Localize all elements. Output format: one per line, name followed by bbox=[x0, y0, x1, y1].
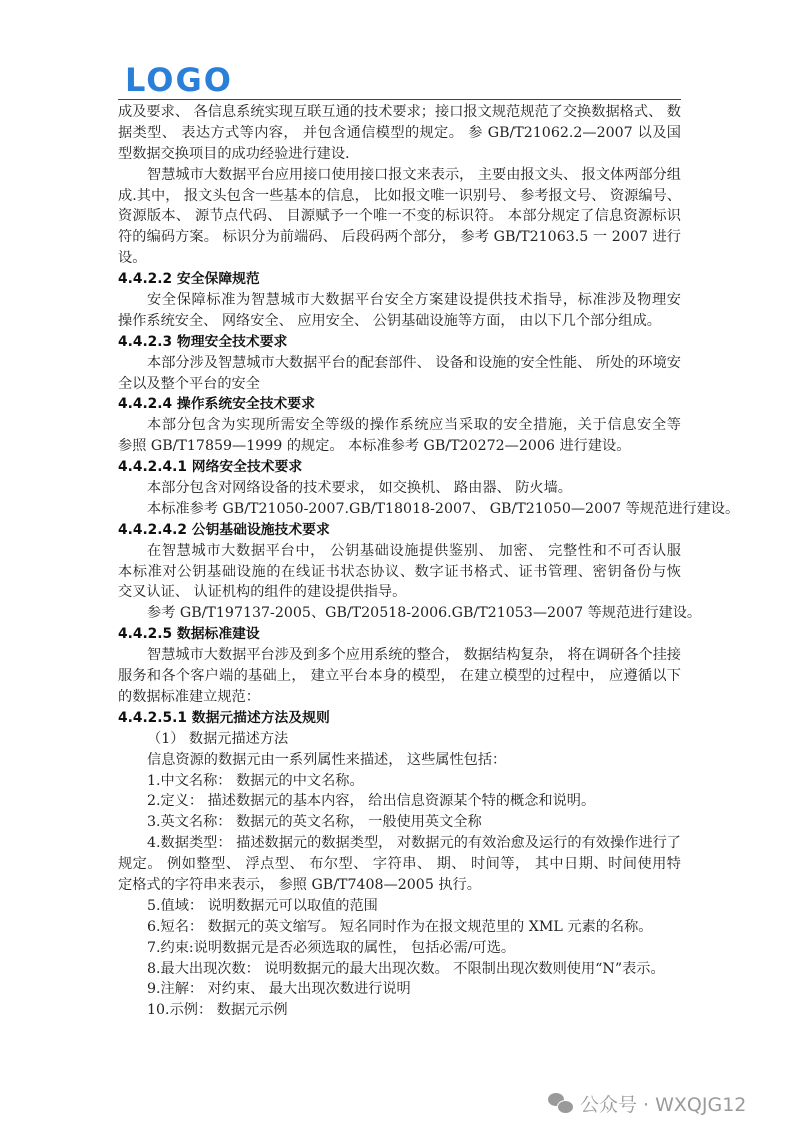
paragraph bbox=[118, 979, 681, 1000]
paragraph bbox=[118, 1000, 681, 1021]
paragraph bbox=[118, 102, 681, 165]
text-line: 信息资源的数据元由一系列属性来描述， 这些属性包括： bbox=[147, 751, 507, 768]
paragraph bbox=[118, 917, 681, 938]
paragraph bbox=[118, 812, 681, 833]
text-line: 4.4.2.5.1 数据元描述方法及规则 bbox=[118, 709, 330, 726]
text-line: 2.定义： 描述数据元的基本内容， 给出信息资源某个特的概念和说明。 bbox=[147, 793, 596, 810]
text-line: 安全保障标准为智慧城市大数据平台安全方案建设提供技术指导，标准涉及物理安 bbox=[147, 292, 681, 309]
paragraph bbox=[118, 165, 681, 269]
paragraph bbox=[118, 415, 681, 457]
text-line: 本标准对公钥基础设施的在线证书状态协议、数字证书格式、证书管理、密钥备份与恢 bbox=[118, 563, 681, 580]
paragraph bbox=[118, 938, 681, 959]
text-line: 6.短名： 数据元的英文缩写。 短名同时作为在报文规范里的 XML 元素的名称。 bbox=[147, 918, 653, 935]
section-heading bbox=[118, 332, 681, 353]
text-line: 在智慧城市大数据平台中， 公钥基础设施提供鉴别、 加密、 完整性和不可否认服 bbox=[147, 542, 681, 559]
text-line: 参考 GB/T197137-2005、GB/T20518-2006.GB/T21053—2007 等规范进行建设。 bbox=[147, 605, 702, 622]
text-line: 4.4.2.4.2 公钥基础设施技术要求 bbox=[118, 521, 330, 538]
paragraph bbox=[118, 896, 681, 917]
paragraph bbox=[118, 771, 681, 792]
section-heading bbox=[118, 708, 681, 729]
text-line: 成及要求、 各信息系统实现互联互通的技术要求；接口报文规范规范了交换数据格式、 数 bbox=[118, 104, 681, 120]
text-line: 智慧城市大数据平台涉及到多个应用系统的整合， 数据结构复杂， 将在调研各个挂接 bbox=[147, 647, 681, 664]
paragraph bbox=[118, 959, 681, 980]
text-line: 型数据交换项目的成功经验进行建设. bbox=[118, 145, 350, 162]
paragraph bbox=[118, 833, 681, 896]
text-line: 参照 GB/T17859—1999 的规定。 本标准参考 GB/T20272—2006 进行建设。 bbox=[118, 438, 631, 455]
text-line: 10.示例： 数据元示例 bbox=[147, 1002, 288, 1019]
paragraph bbox=[118, 750, 681, 771]
text-line: 4.4.2.4 操作系统安全技术要求 bbox=[118, 396, 315, 413]
text-line: 符的编码方案。 标识分为前端码、 后段码两个部分， 参考 GB/T21063.5 一 2007 进行 bbox=[118, 229, 681, 246]
text-line: 1.中文名称： 数据元的中文名称。 bbox=[147, 772, 364, 789]
text-line: 智慧城市大数据平台应用接口使用接口报文来表示， 主要由报文头、 报文体两部分组 bbox=[147, 166, 681, 183]
watermark-text: 公众号 · WXQJG12 bbox=[580, 1094, 747, 1116]
paragraph bbox=[118, 791, 681, 812]
text-line: 服务和各个客户端的基础上， 建立平台本身的模型， 在建立模型的过程中， 应遵循以下 bbox=[118, 668, 681, 685]
section-heading bbox=[118, 520, 681, 541]
watermark bbox=[548, 1090, 746, 1117]
text-line: 5.值域： 说明数据元可以取值的范围 bbox=[147, 897, 378, 914]
text-line: 交叉认证、 认证机构的组件的建设提供指导。 bbox=[118, 584, 407, 601]
text-line: 全以及整个平台的安全 bbox=[118, 375, 260, 392]
text-line: 4.4.2.4.1 网络安全技术要求 bbox=[118, 459, 303, 476]
text-line: 设。 bbox=[118, 250, 147, 267]
wechat-icon bbox=[548, 1093, 574, 1115]
paragraph bbox=[118, 499, 740, 520]
section-heading bbox=[118, 269, 681, 290]
text-line: 9.注解： 对约束、 最大出现次数进行说明 bbox=[147, 981, 411, 998]
text-line: 4.4.2.2 安全保障规范 bbox=[118, 271, 260, 288]
text-line: 本部分涉及智慧城市大数据平台的配套部件、 设备和设施的安全性能、 所处的环境安 bbox=[147, 354, 681, 371]
text-line: 3.英文名称： 数据元的英文名称， 一般使用英文全称 bbox=[147, 814, 482, 831]
text-line: 操作系统安全、 网络安全、 应用安全、 公钥基础设施等方面， 由以下几个部分组成。 bbox=[118, 312, 661, 329]
text-line: 据类型、 表达方式等内容， 并包含通信模型的规定。 参 GB/T21062.2—2007 以及国 bbox=[118, 124, 681, 141]
text-line: （1） 数据元描述方法 bbox=[147, 730, 289, 747]
header-rule bbox=[118, 99, 681, 100]
document-body bbox=[118, 102, 740, 1021]
text-line: 成.其中， 报文头包含一些基本的信息， 比如报文唯一识别号、 参考报文号、 资源编号、 bbox=[118, 187, 681, 204]
text-line: 4.4.2.3 物理安全技术要求 bbox=[118, 333, 288, 350]
paragraph bbox=[118, 541, 681, 604]
text-line: 8.最大出现次数： 说明数据元的最大出现次数。 不限制出现次数则使用“N”表示。 bbox=[147, 960, 665, 977]
text-line: 本部分包含对网络设备的技术要求， 如交换机、 路由器、 防火墙。 bbox=[147, 480, 572, 497]
logo: LOGO bbox=[125, 61, 233, 99]
text-line: 7.约束:说明数据元是否必须选取的属性， 包括必需/可选。 bbox=[147, 939, 516, 956]
paragraph bbox=[118, 603, 702, 624]
paragraph bbox=[118, 353, 681, 395]
text-line: 4.数据类型： 描述数据元的数据类型， 对数据元的有效治愈及运行的有效操作进行了 bbox=[147, 835, 681, 852]
text-line: 本部分包含为实现所需安全等级的操作系统应当采取的安全措施，关于信息安全等 bbox=[147, 417, 681, 434]
text-line: 本标准参考 GB/T21050-2007.GB/T18018-2007、 GB/T21050—2007 等规范进行建设。 bbox=[147, 500, 740, 517]
paragraph bbox=[118, 478, 681, 499]
paragraph bbox=[118, 729, 681, 750]
text-line: 定格式的字符串来表示， 参照 GB/T7408—2005 执行。 bbox=[118, 876, 481, 893]
paragraph bbox=[118, 645, 681, 708]
section-heading bbox=[118, 457, 681, 478]
text-line: 4.4.2.5 数据标准建设 bbox=[118, 626, 260, 643]
section-heading bbox=[118, 624, 681, 645]
text-line: 资源版本、 源节点代码、 目源赋予一个唯一不变的标识符。 本部分规定了信息资源标识 bbox=[118, 208, 681, 225]
section-heading bbox=[118, 394, 681, 415]
text-line: 规定。 例如整型、 浮点型、 布尔型、 字符串、 期、 时间等， 其中日期、时间使用特 bbox=[118, 856, 681, 873]
text-line: 的数据标准建立规范： bbox=[118, 688, 260, 705]
paragraph bbox=[118, 290, 681, 332]
